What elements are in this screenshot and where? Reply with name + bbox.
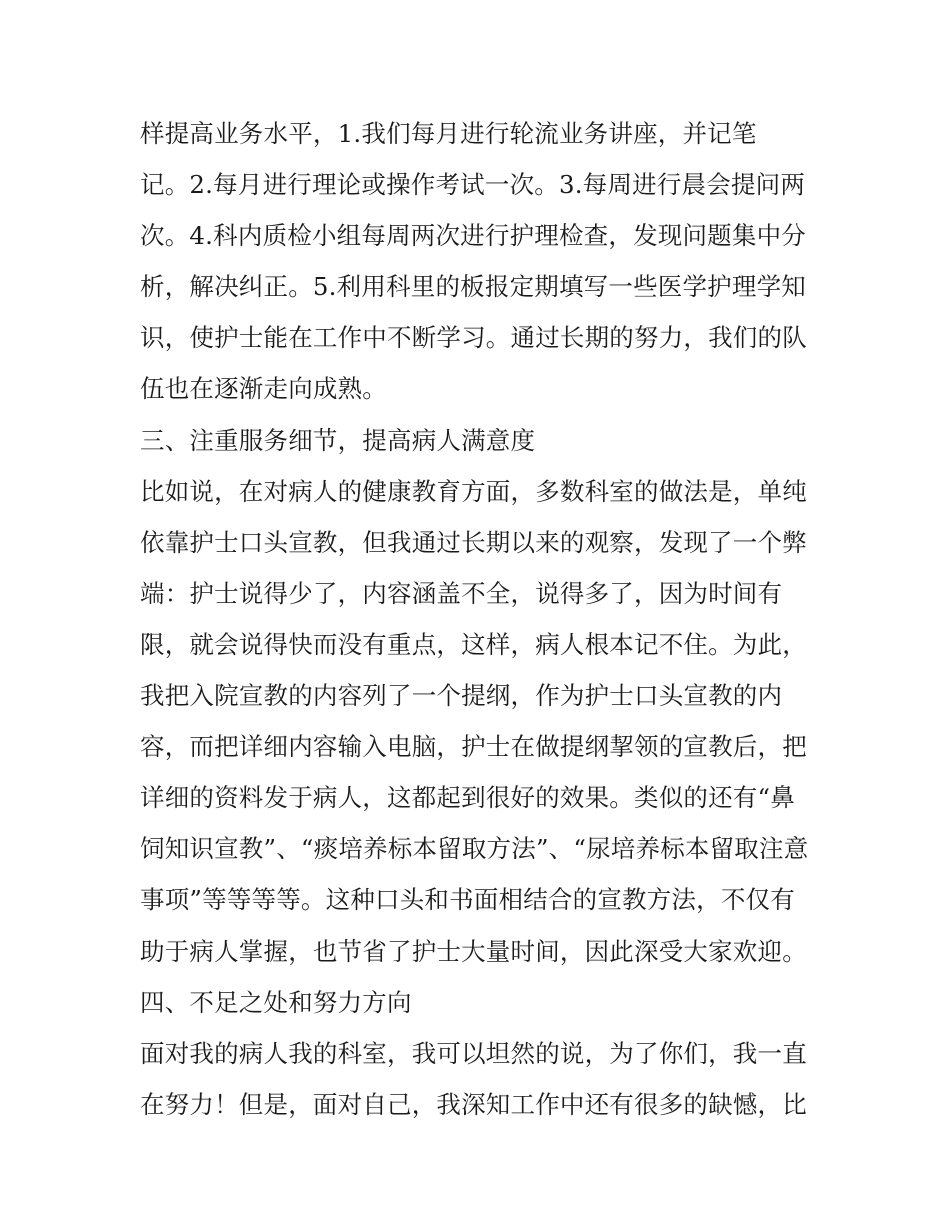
text-line: 在努力！但是，面对自己，我深知工作中还有很多的缺憾，比: [140, 1089, 807, 1119]
document-body: [140, 108, 820, 1130]
section-heading: 四、不足之处和努力方向: [140, 987, 412, 1017]
text-line: 面对我的病人我的科室，我可以坦然的说，为了你们，我一直: [140, 1038, 807, 1068]
text-line: 记。2.每月进行理论或操作考试一次。3.每周进行晨会提问两: [140, 170, 806, 200]
text-line: 我把入院宣教的内容列了一个提纲，作为护士口头宣教的内: [140, 681, 783, 711]
text-line: 容，而把详细内容输入电脑，护士在做提纲挈领的宣教后，把: [140, 732, 807, 762]
text-line: 限，就会说得快而没有重点，这样，病人根本记不住。为此，: [140, 629, 807, 659]
text-line: 助于病人掌握，也节省了护士大量时间，因此深受大家欢迎。: [140, 936, 807, 966]
text-line: 依靠护士口头宣教，但我通过长期以来的观察，发现了一个弊: [140, 527, 807, 557]
text-line: 饲知识宣教”、“痰培养标本留取方法”、“尿培养标本留取注意: [140, 834, 809, 864]
text-line: 详细的资料发于病人，这都起到很好的效果。类似的还有“鼻: [140, 783, 795, 813]
text-line: 伍也在逐渐走向成熟。: [140, 374, 387, 404]
text-line: 比如说，在对病人的健康教育方面，多数科室的做法是，单纯: [140, 476, 807, 506]
text-line: 样提高业务水平，1.我们每月进行轮流业务讲座，并记笔: [140, 119, 757, 148]
text-line: 析，解决纠正。5.利用科里的板报定期填写一些医学护理学知: [140, 272, 806, 302]
text-line: 识，使护士能在工作中不断学习。通过长期的努力，我们的队: [140, 323, 807, 353]
section-heading: 三、注重服务细节，提高病人满意度: [140, 425, 536, 455]
text-line: 事项”等等等等。这种口头和书面相结合的宣教方法，不仅有: [140, 885, 795, 915]
text-line: 次。4.科内质检小组每周两次进行护理检查，发现问题集中分: [140, 221, 806, 251]
text-line: 端：护士说得少了，内容涵盖不全，说得多了，因为时间有: [140, 578, 783, 608]
